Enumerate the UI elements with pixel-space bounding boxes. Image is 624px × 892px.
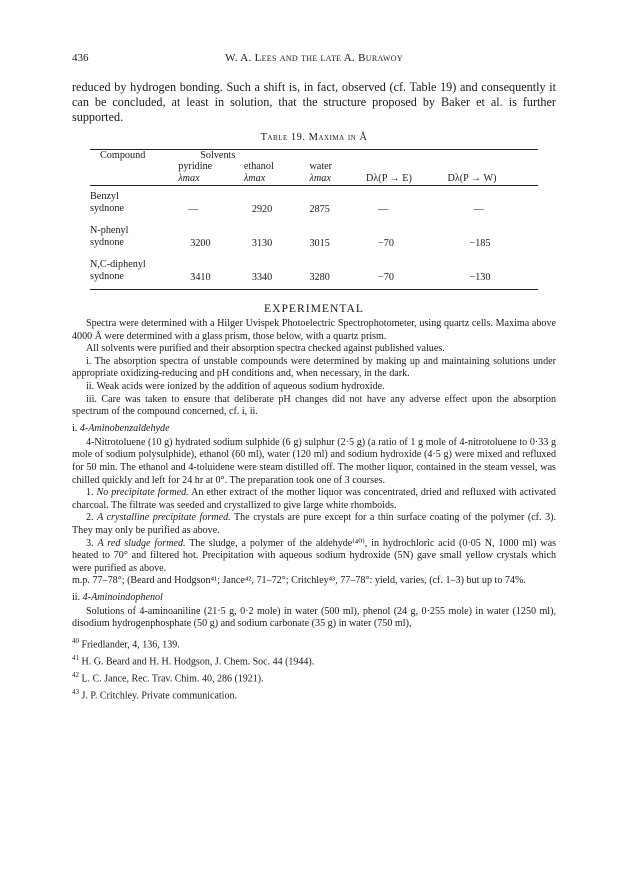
course-title: A red sludge formed. (97, 537, 186, 549)
compound-name-line1: N-phenyl (90, 225, 129, 236)
cell-water: 2875 (309, 204, 330, 215)
subsection-heading-i (72, 423, 556, 434)
col-solvents: Solvents (178, 150, 366, 162)
footnote-number: 43 (72, 687, 79, 696)
melting-point: m.p. 77–78°; (Beard and Hodgson⁴¹; Jance⁴², 71–72°; Critchley⁴³, 77–78°: yield, varies, (cf. 1–3) but up to 74%. (72, 575, 526, 587)
subsection-title: 4-Aminoindophenol (82, 591, 163, 603)
course-label: 2. (86, 512, 94, 524)
subsection-label: i. (72, 422, 78, 434)
footnote-number: 41 (72, 653, 79, 662)
footnote (72, 635, 556, 652)
course-2 (72, 512, 556, 537)
page (72, 52, 556, 702)
footnote-text: J. P. Critchley. Private communication. (81, 689, 237, 701)
subheader-pyridine-lambda: λmax (178, 173, 200, 184)
experimental-p5: iii. Care was taken to ensure that deliberate pH changes did not have any adverse effect upon the absorption spectrum of the compound concerned, cf. i, ii. (72, 393, 556, 418)
course-label: 1. (86, 487, 94, 499)
course-text: The sludge, a polymer of the aldehyde⁽⁴⁰⁾, in hydrochloric acid (0·05 N, 1000 ml) was heated to 70° and filtered hot. Precipitation with aqueous sodium hydroxide (5N) gave small yellow crystals which were purified as above. (72, 537, 556, 574)
experimental-p2: All solvents were purified and their absorption spectra checked against published values. (86, 343, 445, 355)
subheader-pyridine: pyridine (178, 161, 213, 172)
running-head: W. A. Lees and the late A. Burawoy (225, 52, 403, 64)
compound-name-line1: Benzyl (90, 191, 119, 202)
footnote-number: 40 (72, 637, 79, 646)
cell-water: 3280 (309, 272, 330, 283)
section-i-p1: 4-Nitrotoluene (10 g) hydrated sodium sulphide (6 g) sulphur (2·5 g) (a ratio of 1 g mole of 4-nitrotoluene to 0·33 g mole of sodium polysulphide), ethanol (60 ml), water (120 ml) and sodium hydroxide (4·5 g) were mixed and refluxed for 50 min. The ethanol and 4-toluidene were steam distilled off. The mother liquor, contained in the steam vessel, was chilled quickly and left for 24 hr at 0°. The preparation took one of 3 courses. (72, 436, 556, 486)
table-caption: Table 19. Maxima in Å (260, 132, 368, 143)
subheader-water-lambda: λmax (309, 173, 331, 184)
cell-pyridine: 3410 (190, 272, 211, 283)
cell-dpw: −185 (469, 238, 491, 249)
cell-dpw: — (473, 204, 484, 215)
subheader-ethanol-lambda: λmax (243, 173, 266, 184)
cell-ethanol: 3130 (251, 238, 273, 249)
course-title: A crystalline precipitate formed. (97, 512, 231, 524)
table-header-row (90, 150, 538, 162)
cell-ethanol: 2920 (251, 204, 273, 215)
cell-ethanol: 3340 (251, 272, 273, 283)
table-row (90, 191, 538, 215)
footnote-text: L. C. Jance, Rec. Trav. Chim. 40, 286 (1921). (81, 673, 264, 685)
page-header (72, 52, 556, 70)
course-label: 3. (86, 537, 94, 549)
col-compound: Compound (90, 150, 178, 162)
section-heading-experimental: EXPERIMENTAL (264, 302, 364, 315)
subsection-heading-ii (72, 592, 556, 603)
footnote-text: H. G. Beard and H. H. Hodgson, J. Chem. Soc. 44 (1944). (81, 656, 315, 668)
course-1 (72, 487, 556, 512)
maxima-table (90, 149, 538, 290)
subheader-dpw: Dλ(P → W) (447, 173, 497, 184)
footnote-number: 42 (72, 670, 79, 679)
table-row (90, 215, 538, 249)
footnotes (72, 635, 556, 702)
cell-dpe: −70 (378, 238, 394, 249)
course-3 (72, 538, 556, 576)
subsection-title: 4-Aminobenzaldehyde (79, 422, 170, 434)
experimental-p1: Spectra were determined with a Hilger Uvispek Photoelectric Spectrophotometer, using quartz cells. Maxima above 4000 Å were determined with a glass prism, those below, with a quartz prism. (72, 318, 556, 342)
cell-pyridine: — (188, 204, 199, 215)
subheader-water: water (309, 161, 333, 172)
footnote-text: Friedlander, 4, 136, 139. (81, 639, 180, 651)
subsection-label: ii. (72, 591, 81, 603)
footnote (72, 652, 556, 669)
cell-water: 3015 (309, 238, 330, 249)
footnote (72, 686, 556, 703)
cell-dpw: −130 (469, 272, 491, 283)
course-title: No precipitate formed. (96, 487, 189, 499)
page-number: 436 (72, 52, 89, 64)
course-text: An ether extract of the mother liquor was concentrated, dried and refluxed with activated charcoal. The filtrate was seeded and crystallized to give large white rhomboids. (72, 487, 556, 511)
compound-name-line2: sydnone (90, 271, 124, 282)
cell-dpe: — (378, 204, 389, 215)
course-text: The crystals are pure except for a thin surface coating of the polymer (cf. 3). They may only be purified as above. (72, 512, 556, 536)
intro-paragraph: reduced by hydrogen bonding. Such a shift is, in fact, observed (cf. Table 19) and consequently it can be concluded, at least in solution, that the structure proposed by Baker et al. is further supported. (72, 80, 556, 124)
table-row (90, 249, 538, 290)
subheader-dpe: Dλ(P → E) (366, 173, 412, 184)
compound-name-line1: N,C-diphenyl (90, 259, 146, 270)
compound-name-line2: sydnone (90, 203, 124, 214)
subheader-ethanol: ethanol (243, 161, 274, 172)
experimental-p3: i. The absorption spectra of unstable compounds were determined by making up and maintaining solutions under appropriate oxidizing-reducing and pH conditions and, when necessary, in the dark. (72, 355, 556, 380)
table-subheader-row (90, 161, 538, 186)
cell-pyridine: 3200 (190, 238, 211, 249)
compound-name-line2: sydnone (90, 237, 124, 248)
experimental-p4: ii. Weak acids were ionized by the addition of aqueous sodium hydroxide. (86, 380, 385, 392)
section-ii-p1: Solutions of 4-aminoaniline (21·5 g, 0·2 mole) in water (500 ml), phenol (24 g, 0·255 mole) in water (1250 ml), disodium hydrogenphosphate (50 g) and sodium carbonate (35 g) in water (750 ml), (72, 605, 556, 630)
cell-dpe: −70 (378, 272, 394, 283)
footnote (72, 669, 556, 686)
